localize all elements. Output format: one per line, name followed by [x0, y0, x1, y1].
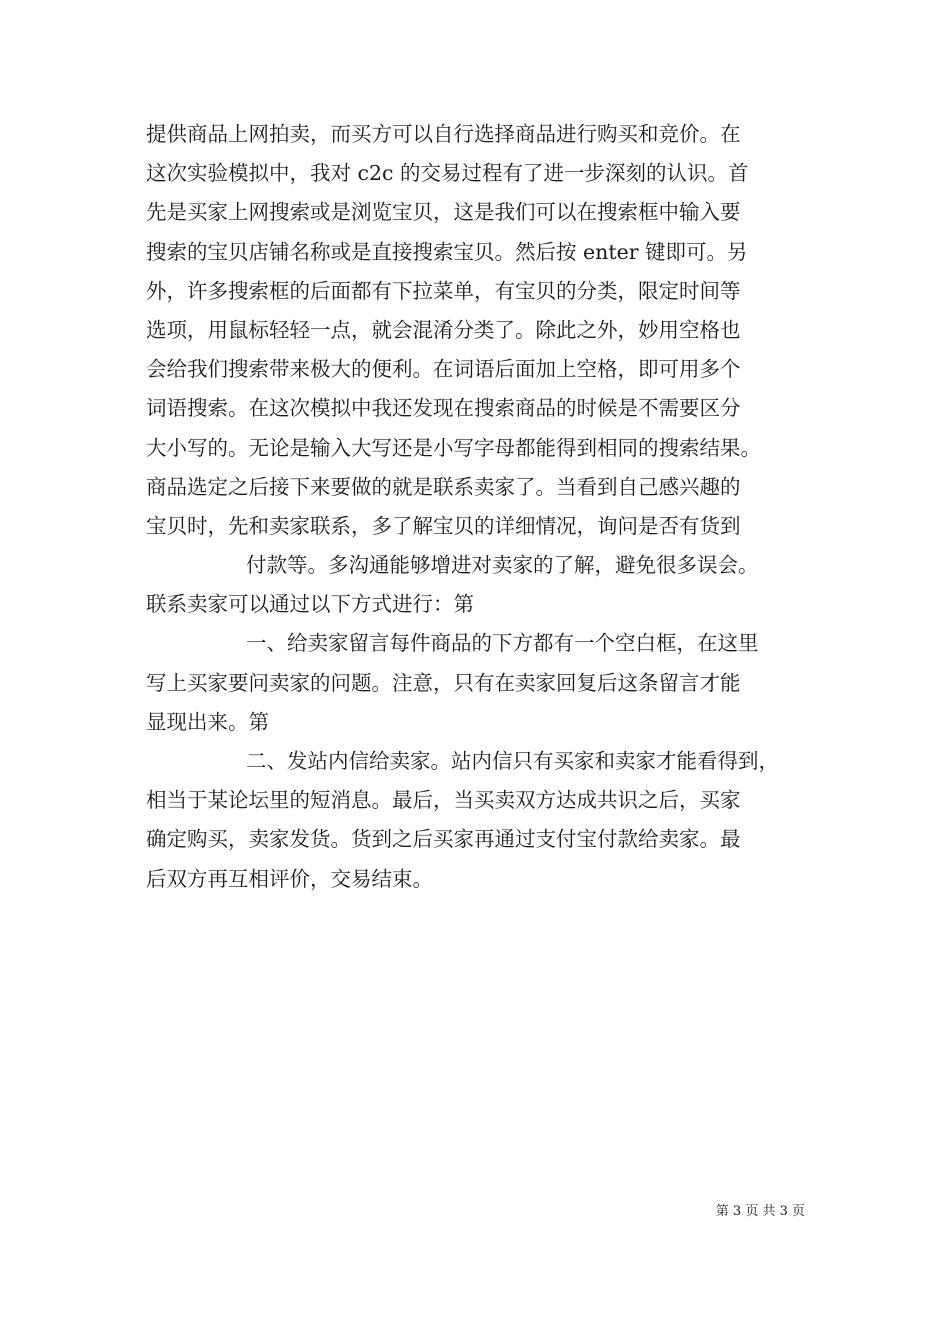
- text-line: 写上买家要问卖家的问题。注意，只有在卖家回复后这条留言才能: [146, 670, 741, 695]
- text-line: 外，许多搜索框的后面都有下拉菜单，有宝贝的分类，限定时间等: [146, 278, 741, 303]
- text-line: 一、给卖家留言每件商品的下方都有一个空白框，在这里: [246, 631, 759, 656]
- text-line: 先是买家上网搜索或是浏览宝贝，这是我们可以在搜索框中输入要: [146, 200, 741, 225]
- text-line: 宝贝时，先和卖家联系，多了解宝贝的详细情况，询问是否有货到: [146, 513, 741, 538]
- text-line: 确定购买，卖家发货。货到之后买家再通过支付宝付款给卖家。最: [146, 827, 741, 852]
- document-body: [146, 115, 816, 899]
- text-line: 商品选定之后接下来要做的就是联系卖家了。当看到自己感兴趣的: [146, 474, 741, 499]
- text-line: 付款等。多沟通能够增进对卖家的了解，避免很多误会。: [246, 553, 759, 578]
- page-number-footer: 第 3 页 共 3 页: [715, 1204, 805, 1219]
- text-line: 选项，用鼠标轻轻一点，就会混淆分类了。除此之外，妙用空格也: [146, 317, 741, 342]
- text-line: 词语搜索。在这次模拟中我还发现在搜索商品的时候是不需要区分: [146, 396, 741, 421]
- text-line: 大小写的。无论是输入大写还是小写字母都能得到相同的搜索结果。: [146, 435, 761, 460]
- text-line: 搜索的宝贝店铺名称或是直接搜索宝贝。然后按 enter 键即可。另: [146, 239, 748, 264]
- text-line: 相当于某论坛里的短消息。最后，当买卖双方达成共识之后，买家: [146, 788, 741, 813]
- text-line: 联系卖家可以通过以下方式进行：第: [146, 592, 474, 617]
- text-line: 显现出来。第: [146, 709, 269, 734]
- text-line: 后双方再互相评价，交易结束。: [146, 866, 433, 891]
- text-line: 二、发站内信给卖家。站内信只有买家和卖家才能看得到，: [246, 749, 779, 773]
- text-line: 提供商品上网拍卖，而买方可以自行选择商品进行购买和竞价。在: [146, 122, 741, 146]
- text-line: 会给我们搜索带来极大的便利。在词语后面加上空格，即可用多个: [146, 357, 741, 382]
- text-line: 这次实验模拟中，我对 c2c 的交易过程有了进一步深刻的认识。首: [146, 161, 749, 186]
